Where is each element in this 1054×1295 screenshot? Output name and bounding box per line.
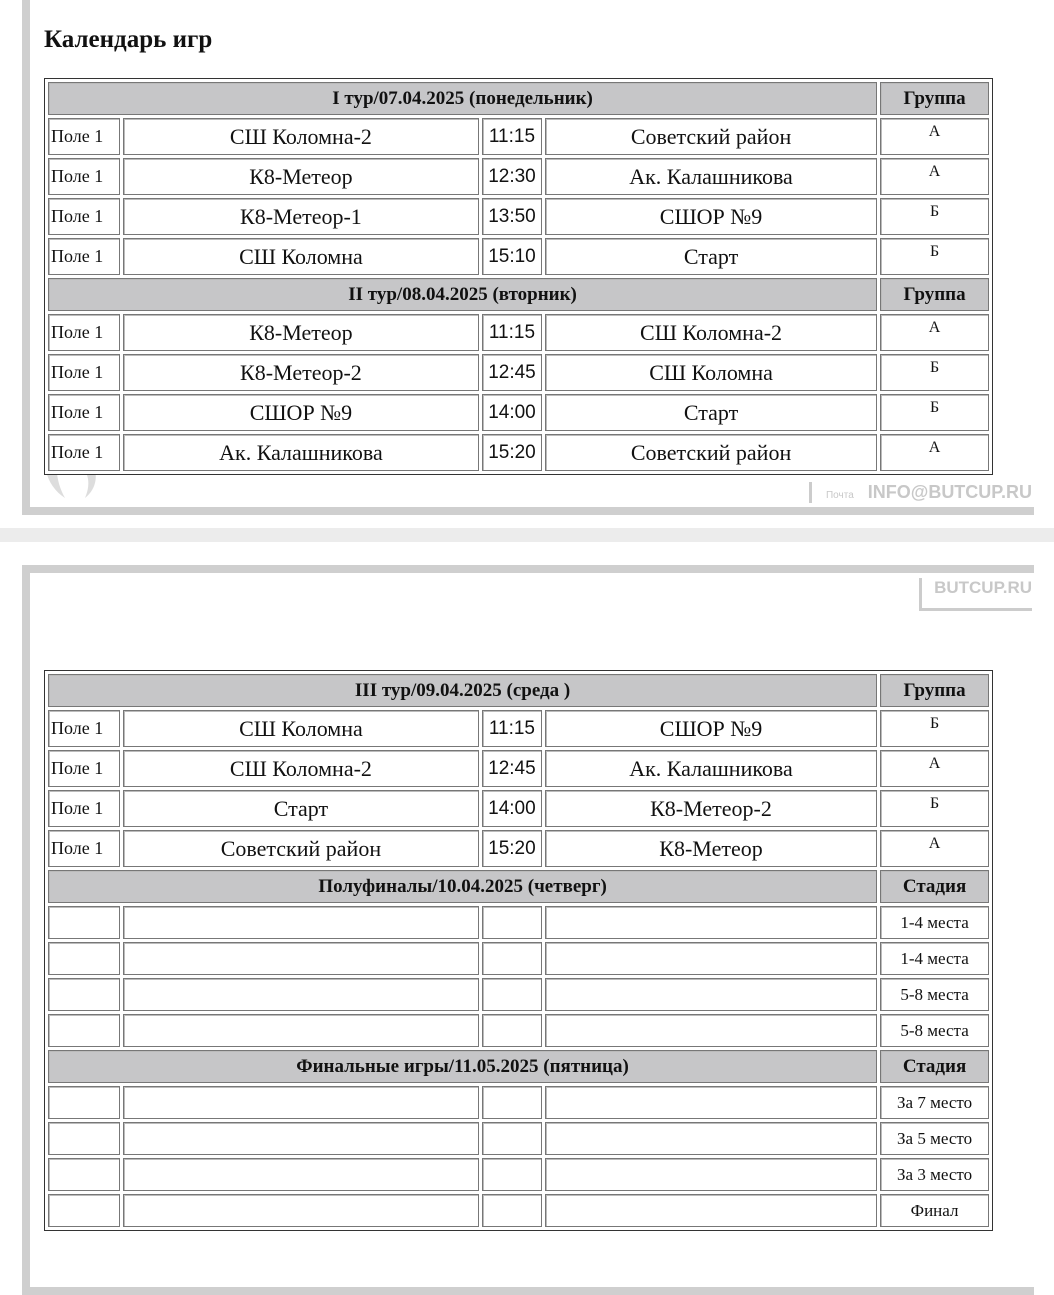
round-title: I тур/07.04.2025 (понедельник) — [48, 82, 877, 115]
page-separator — [0, 528, 1054, 542]
section-header-row — [48, 278, 989, 311]
time-cell — [482, 1014, 542, 1047]
home-team-cell: Ак. Калашникова — [123, 434, 479, 471]
group-cell: А — [880, 158, 989, 195]
field-cell — [48, 906, 120, 939]
home-team-cell: Старт — [123, 790, 479, 827]
field-cell: Поле 1 — [48, 710, 120, 747]
away-team-cell: Советский район — [545, 118, 877, 155]
home-team-cell — [123, 906, 479, 939]
field-cell: Поле 1 — [48, 354, 120, 391]
away-team-cell — [545, 1086, 877, 1119]
home-team-cell — [123, 1014, 479, 1047]
group-cell: А — [880, 314, 989, 351]
column-label: Стадия — [880, 870, 989, 903]
field-cell: Поле 1 — [48, 314, 120, 351]
field-cell: Поле 1 — [48, 118, 120, 155]
match-row — [48, 238, 989, 275]
home-team-cell — [123, 978, 479, 1011]
time-cell — [482, 906, 542, 939]
time-cell — [482, 1122, 542, 1155]
time-cell: 12:45 — [482, 750, 542, 787]
match-row — [48, 1158, 989, 1191]
away-team-cell — [545, 942, 877, 975]
section-header-row — [48, 1050, 989, 1083]
time-cell: 14:00 — [482, 790, 542, 827]
away-team-cell: СШОР №9 — [545, 710, 877, 747]
field-cell — [48, 1014, 120, 1047]
match-row — [48, 354, 989, 391]
email-link[interactable]: INFO@BUTCUP.RU — [867, 482, 1032, 502]
time-cell — [482, 942, 542, 975]
match-row — [48, 1086, 989, 1119]
group-cell: Б — [880, 394, 989, 431]
field-cell — [48, 978, 120, 1011]
home-team-cell: СШОР №9 — [123, 394, 479, 431]
match-row — [48, 978, 989, 1011]
away-team-cell — [545, 1158, 877, 1191]
home-team-cell — [123, 1158, 479, 1191]
home-team-cell: СШ Коломна-2 — [123, 118, 479, 155]
group-cell: А — [880, 750, 989, 787]
away-team-cell: Ак. Калашникова — [545, 158, 877, 195]
home-team-cell — [123, 942, 479, 975]
match-row — [48, 942, 989, 975]
time-cell — [482, 1086, 542, 1119]
stage-cell: 1-4 места — [880, 942, 989, 975]
away-team-cell: СШ Коломна-2 — [545, 314, 877, 351]
group-cell: Б — [880, 198, 989, 235]
section-header-row — [48, 870, 989, 903]
round-title: Полуфиналы/10.04.2025 (четверг) — [48, 870, 877, 903]
match-row — [48, 314, 989, 351]
match-row — [48, 118, 989, 155]
time-cell — [482, 1194, 542, 1227]
stage-cell: За 7 место — [880, 1086, 989, 1119]
field-cell: Поле 1 — [48, 434, 120, 471]
time-cell: 13:50 — [482, 198, 542, 235]
time-cell: 11:15 — [482, 314, 542, 351]
time-cell: 15:10 — [482, 238, 542, 275]
site-tab — [919, 578, 1032, 611]
group-cell: Б — [880, 790, 989, 827]
group-cell: Б — [880, 354, 989, 391]
field-cell — [48, 1086, 120, 1119]
home-team-cell: К8-Метеор-2 — [123, 354, 479, 391]
section-header-row — [48, 674, 989, 707]
group-cell: А — [880, 118, 989, 155]
group-cell: А — [880, 830, 989, 867]
home-team-cell — [123, 1086, 479, 1119]
home-team-cell — [123, 1194, 479, 1227]
match-row — [48, 1014, 989, 1047]
stage-cell: За 3 место — [880, 1158, 989, 1191]
field-cell — [48, 942, 120, 975]
column-label: Группа — [880, 82, 989, 115]
home-team-cell — [123, 1122, 479, 1155]
time-cell — [482, 978, 542, 1011]
time-cell: 14:00 — [482, 394, 542, 431]
field-cell: Поле 1 — [48, 198, 120, 235]
page-title: Календарь игр — [44, 26, 213, 53]
home-team-cell: К8-Метеор-1 — [123, 198, 479, 235]
stage-cell: 1-4 места — [880, 906, 989, 939]
match-row — [48, 710, 989, 747]
round-title: II тур/08.04.2025 (вторник) — [48, 278, 877, 311]
match-row — [48, 158, 989, 195]
field-cell: Поле 1 — [48, 790, 120, 827]
away-team-cell — [545, 906, 877, 939]
column-label: Группа — [880, 278, 989, 311]
field-cell — [48, 1194, 120, 1227]
match-row — [48, 790, 989, 827]
field-cell: Поле 1 — [48, 158, 120, 195]
home-team-cell: К8-Метеор — [123, 158, 479, 195]
time-cell — [482, 1158, 542, 1191]
schedule-table-1 — [44, 78, 993, 475]
away-team-cell — [545, 1194, 877, 1227]
match-row — [48, 906, 989, 939]
away-team-cell — [545, 1014, 877, 1047]
email-tab — [809, 482, 1032, 503]
time-cell: 11:15 — [482, 118, 542, 155]
away-team-cell — [545, 1122, 877, 1155]
match-row — [48, 198, 989, 235]
match-row — [48, 394, 989, 431]
stage-cell: 5-8 места — [880, 1014, 989, 1047]
time-cell: 12:30 — [482, 158, 542, 195]
away-team-cell: Старт — [545, 394, 877, 431]
field-cell: Поле 1 — [48, 238, 120, 275]
schedule-table-2 — [44, 670, 993, 1231]
time-cell: 12:45 — [482, 354, 542, 391]
home-team-cell: Советский район — [123, 830, 479, 867]
round-title: Финальные игры/11.05.2025 (пятница) — [48, 1050, 877, 1083]
home-team-cell: К8-Метеор — [123, 314, 479, 351]
away-team-cell: К8-Метеор-2 — [545, 790, 877, 827]
away-team-cell: СШОР №9 — [545, 198, 877, 235]
away-team-cell: СШ Коломна — [545, 354, 877, 391]
time-cell: 15:20 — [482, 434, 542, 471]
match-row — [48, 830, 989, 867]
time-cell: 15:20 — [482, 830, 542, 867]
time-cell: 11:15 — [482, 710, 542, 747]
section-header-row — [48, 82, 989, 115]
stage-cell: За 5 место — [880, 1122, 989, 1155]
away-team-cell: К8-Метеор — [545, 830, 877, 867]
column-label: Группа — [880, 674, 989, 707]
home-team-cell: СШ Коломна-2 — [123, 750, 479, 787]
group-cell: Б — [880, 710, 989, 747]
match-row — [48, 1194, 989, 1227]
away-team-cell: Старт — [545, 238, 877, 275]
home-team-cell: СШ Коломна — [123, 238, 479, 275]
match-row — [48, 750, 989, 787]
stage-cell: 5-8 места — [880, 978, 989, 1011]
match-row — [48, 1122, 989, 1155]
home-team-cell: СШ Коломна — [123, 710, 479, 747]
mail-label: Почта — [825, 490, 854, 501]
away-team-cell: Ак. Калашникова — [545, 750, 877, 787]
column-label: Стадия — [880, 1050, 989, 1083]
match-row — [48, 434, 989, 471]
away-team-cell — [545, 978, 877, 1011]
field-cell — [48, 1158, 120, 1191]
site-link[interactable]: BUTCUP.RU — [934, 578, 1032, 597]
group-cell: А — [880, 434, 989, 471]
stage-cell: Финал — [880, 1194, 989, 1227]
field-cell: Поле 1 — [48, 830, 120, 867]
round-title: III тур/09.04.2025 (среда ) — [48, 674, 877, 707]
field-cell: Поле 1 — [48, 750, 120, 787]
group-cell: Б — [880, 238, 989, 275]
away-team-cell: Советский район — [545, 434, 877, 471]
field-cell — [48, 1122, 120, 1155]
field-cell: Поле 1 — [48, 394, 120, 431]
